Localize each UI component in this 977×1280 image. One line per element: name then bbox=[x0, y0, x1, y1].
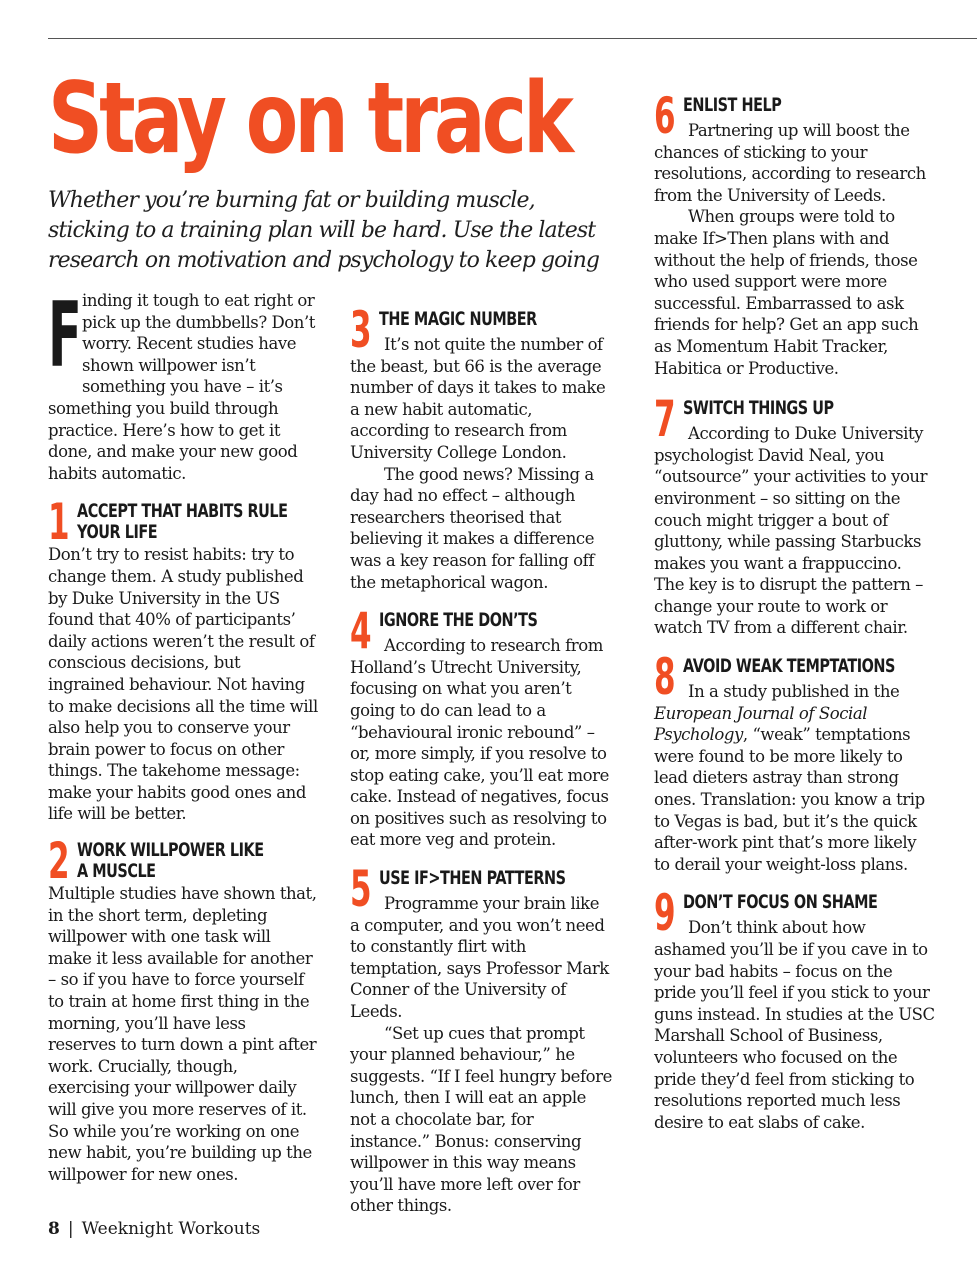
top-rule bbox=[48, 38, 977, 39]
tip-paragraph: Programme your brain like a computer, and you won’t need to constantly flirt with temptation, says Professor Mark Conner of the University of Leeds. bbox=[350, 894, 609, 1022]
tip-paragraph: According to research from Holland’s Utrecht University, focusing on what you aren’t going to do can lead to a “behavioural ironic rebound” – or, more simply, if you resolve to stop eating cake, you’ll eat more cake. Instead of negatives, focus on positives such as resolving to eat more veg and protein. bbox=[350, 636, 609, 850]
tip-number: 1 bbox=[48, 493, 70, 552]
tip-7 bbox=[654, 390, 936, 639]
tip-number: 7 bbox=[654, 390, 676, 449]
tip-title: ACCEPT THAT HABITS RULE bbox=[77, 501, 288, 523]
tip-paragraph: Don’t think about how ashamed you’ll be if you cave in to your bad habits – focus on the pride you’ll feel if you stick to your guns instead. In studies at the USC Marshall School of Business, volunteers who focused on the pride they’d feel from sticking to resolutions reported much less desire to eat slabs of cake. bbox=[654, 918, 935, 1132]
tip-number: 6 bbox=[654, 87, 676, 145]
tip-9 bbox=[654, 884, 936, 1133]
tip-number: 5 bbox=[350, 860, 372, 919]
tip-title: ENLIST HELP bbox=[683, 95, 782, 116]
tip-body bbox=[48, 883, 318, 1185]
intro bbox=[48, 283, 318, 484]
tip-body bbox=[350, 334, 612, 593]
tip-paragraph: It’s not quite the number of the beast, but 66 is the average number of days it takes to make a new habit automatic, according to research from University College London. bbox=[350, 335, 606, 462]
tip-number: 2 bbox=[48, 832, 70, 891]
standfirst: Whether you’re burning fat or building muscle, sticking to a training plan will be hard. Use the latest research on motivation and psychology to keep going bbox=[48, 188, 600, 273]
column-1 bbox=[48, 283, 318, 1185]
tip-paragraph: Multiple studies have shown that, in the short term, depleting willpower with one task will make it less available for another – so if you have to force yourself to train at home first thing in the morning, you’ll have less reserves to turn down a pint after work. Crucially, though, exercising your willpower daily will give you more reserves of it. So while you’re working on one new habit, you’re building up the willpower for new ones. bbox=[48, 884, 317, 1184]
tip-paragraph: The good news? Missing a day had no effect – although researchers theorised that believing it makes a difference was a key reason for falling off the metaphorical wagon. bbox=[350, 464, 595, 592]
tip-number: 8 bbox=[654, 648, 676, 707]
tip-body bbox=[350, 635, 612, 851]
tip-number: 9 bbox=[654, 884, 676, 943]
tip-body bbox=[654, 120, 936, 379]
tip-number: 3 bbox=[350, 301, 372, 359]
page-footer bbox=[48, 1218, 260, 1240]
drop-cap: F bbox=[48, 283, 82, 388]
journal-name: European Journal of Social Psychology bbox=[654, 703, 868, 745]
column-2 bbox=[350, 301, 612, 1217]
footer-separator: | bbox=[67, 1219, 74, 1239]
tip-body bbox=[48, 544, 318, 825]
tip-title: WORK WILLPOWER LIKE bbox=[77, 840, 264, 862]
intro-text: inding it tough to eat right or pick up the dumbbells? Don’t worry. Recent studies have shown willpower isn’t something you have – it’s something you build through practice. Here’s how to get it done, and make your new good habits automatic. bbox=[48, 291, 315, 483]
tip-paragraph: Don’t try to resist habits: try to change them. A study published by Duke University in the US found that 40% of participants’ daily actions weren’t the result of conscious decisions, but ingrained behaviour. Not having to make decisions all the time will also help you to conserve your brain power to focus on other things. The takehome message: make your habits good ones and life will be better. bbox=[48, 545, 318, 824]
tip-8 bbox=[654, 648, 936, 875]
section-name: Weeknight Workouts bbox=[81, 1219, 261, 1239]
tip-6 bbox=[654, 87, 936, 379]
tip-body bbox=[654, 681, 936, 875]
tip-heading bbox=[48, 493, 318, 552]
tip-body bbox=[654, 917, 936, 1133]
tip-paragraph: Partnering up will boost the chances of sticking to your resolutions, according to research from the University of Leeds. bbox=[654, 121, 926, 205]
tip-number: 4 bbox=[350, 602, 372, 661]
tip-paragraph: According to Duke University psychologist David Neal, you “outsource” your activities to your environment – so sitting on the couch might trigger a bout of gluttony, while passing Starbucks makes you want a frappuccino. The key is to disrupt the pattern – change your route to work or watch TV from a different chair. bbox=[654, 424, 928, 638]
tip-title: DON’T FOCUS ON SHAME bbox=[683, 892, 878, 914]
tip-title: AVOID WEAK TEMPTATIONS bbox=[683, 656, 895, 678]
tip-body bbox=[350, 893, 612, 1217]
tip-1 bbox=[48, 493, 318, 825]
tip-2 bbox=[48, 832, 318, 1185]
tip-title-line-2: YOUR LIFE bbox=[77, 522, 158, 544]
tip-title: IGNORE THE DON’TS bbox=[379, 610, 538, 632]
page-title: Stay on track bbox=[48, 62, 571, 176]
tip-title: SWITCH THINGS UP bbox=[683, 398, 834, 420]
page-number: 8 bbox=[48, 1219, 60, 1239]
tip-heading bbox=[48, 832, 318, 891]
tip-title: USE IF>THEN PATTERNS bbox=[379, 868, 566, 890]
tip-5 bbox=[350, 860, 612, 1217]
tip-body bbox=[654, 423, 936, 639]
column-3 bbox=[654, 87, 936, 1133]
tip-4 bbox=[350, 602, 612, 851]
tip-paragraph: When groups were told to make If>Then plans with and without the help of friends, those who used support were more successful. Embarrassed to ask friends for help? Get an app such as Momentum Habit Tracker, Habitica or Productive. bbox=[654, 207, 919, 378]
tip-title: THE MAGIC NUMBER bbox=[379, 309, 537, 330]
tip-3 bbox=[350, 301, 612, 593]
tip-paragraph: In a study published in the European Journal of Social Psychology, “weak” temptations were found to be more likely to lead dieters astray than strong ones. Translation: you know a trip to Vegas is bad, but it’s the quick after-work pint that’s more likely to derail your weight-loss plans. bbox=[654, 682, 925, 874]
tip-paragraph: “Set up cues that prompt your planned behaviour,” he suggests. “If I feel hungry before lunch, then I will eat an apple not a chocolate bar, for instance.” Bonus: conserving willpower in this way means you’ll have more left over for other things. bbox=[350, 1023, 612, 1216]
tip-title-line-2: A MUSCLE bbox=[77, 861, 156, 883]
